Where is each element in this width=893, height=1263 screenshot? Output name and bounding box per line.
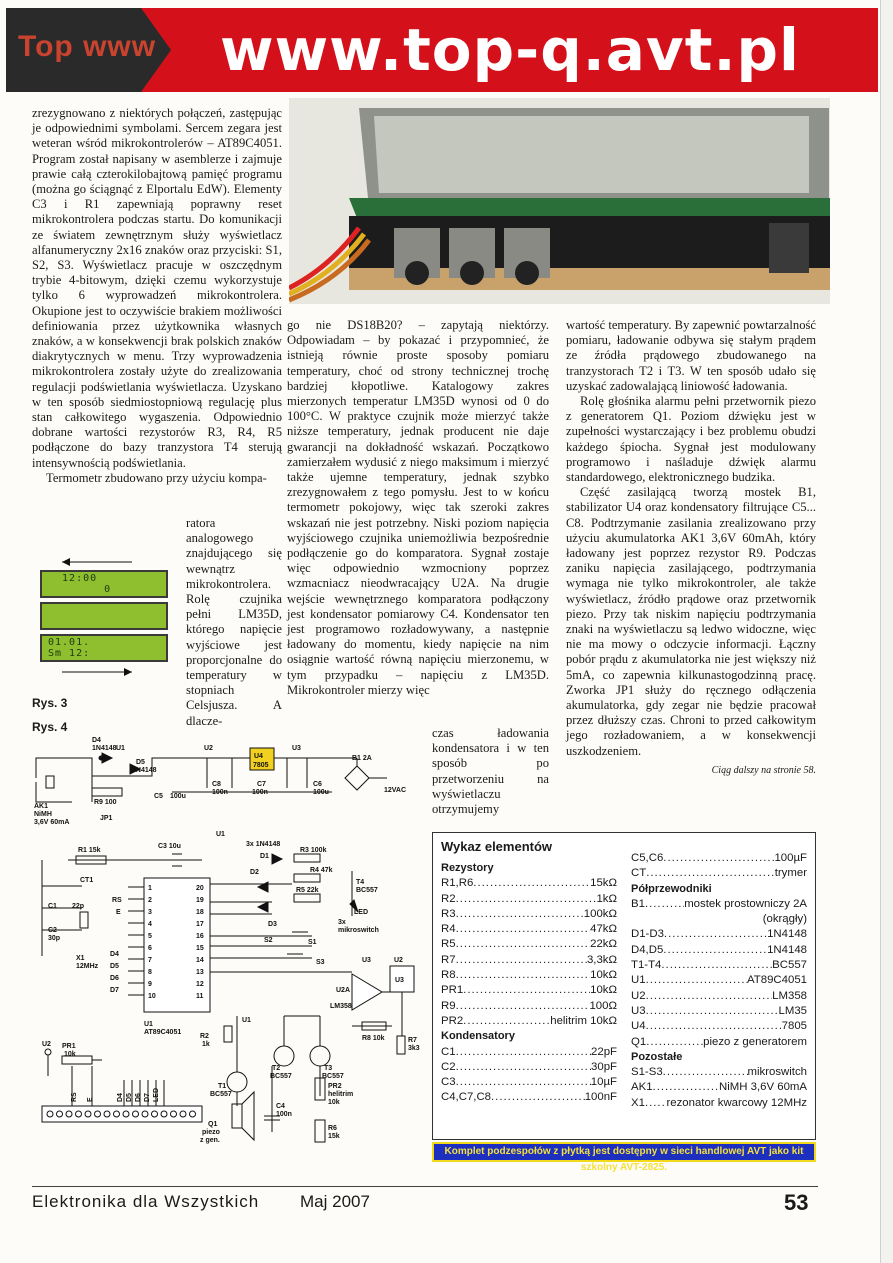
leader-dots <box>663 1065 748 1080</box>
text-column-2-wrap: czas ładowania kondensatora i w ten sposób po przetworzeniu na wyświetlaczu otrzymujemy <box>432 726 549 817</box>
schem-label: 3x <box>338 919 346 926</box>
parts-row <box>441 1014 617 1029</box>
leader-dots <box>456 968 591 983</box>
parts-section-heading: Pozostałe <box>631 1050 683 1063</box>
leader-dots <box>456 937 591 952</box>
schem-label: T2 <box>272 1065 281 1072</box>
schem-label: z gen. <box>200 1137 220 1144</box>
schem-label: R2 <box>200 1033 209 1040</box>
schem-label: U2 <box>204 745 213 752</box>
leader-dots <box>456 1060 591 1075</box>
mcu-pin-number: 2 <box>148 897 152 904</box>
schem-label: AT89C4051 <box>144 1029 182 1036</box>
parts-row <box>631 989 807 1004</box>
schem-label: 30p <box>48 935 61 942</box>
part-name: C4,C7,C8 <box>441 1091 492 1104</box>
figure-3-caption: Rys. 3 <box>32 696 68 710</box>
part-name: CT <box>631 867 647 880</box>
lcd-line: 01.01. <box>48 637 91 648</box>
leader-dots <box>473 876 590 891</box>
part-value: 1N4148 <box>767 943 807 956</box>
device-photo <box>289 98 830 304</box>
part-name: D4,D5 <box>631 943 664 956</box>
parts-section-heading: Półprzewodniki <box>631 882 712 895</box>
lcd-connector-label: D6 <box>135 1093 142 1102</box>
schem-label: U3 <box>292 745 301 752</box>
parts-list <box>432 832 816 1140</box>
part-value: 10kΩ <box>590 984 617 997</box>
paragraph: wartość temperatury. By zapewnić powtarzalność pomiaru, ładowanie odbywa się stałym prądem ze źródła prądowego zbudowanego na tranzystorach T2 i T3. W ten sposób udało się uzyskać zadowalającą liniowość ładowania. <box>566 318 816 393</box>
schem-label: JP1 <box>100 815 113 822</box>
mcu-pin-number: 9 <box>148 981 152 988</box>
schem-label: 15k <box>328 1133 340 1140</box>
mcu-pin-number: 16 <box>196 933 204 940</box>
part-name: T1-T4 <box>631 959 662 972</box>
part-name: R2 <box>441 892 456 905</box>
schem-label: U1 <box>242 1017 251 1024</box>
mcu-pin-number: 17 <box>196 921 204 928</box>
schem-label: C6 <box>313 781 322 788</box>
schem-label: 22p <box>72 903 85 910</box>
part-name: R8 <box>441 969 456 982</box>
schem-label: U2 <box>394 957 403 964</box>
paragraph: Rolę głośnika alarmu pełni przetwornik piezo z generatorem Q1. Poziom dźwięku jest w zupełności wystarczający i bez problemu obudzi każdego śpiocha. Sygnał jest modulowany programowo i naśladuje dźwięk alarmu standardowego, elektronicznego budzika. <box>566 394 816 485</box>
schem-label: 3x 1N4148 <box>246 841 281 848</box>
schem-label: mikroswitch <box>338 927 379 934</box>
schem-label: 7805 <box>253 762 269 769</box>
lcd-line: 12:00 <box>48 573 98 584</box>
part-name: R5 <box>441 938 456 951</box>
mcu-pin-number: 12 <box>196 981 204 988</box>
schem-label: 100u <box>170 793 186 800</box>
leader-dots <box>456 999 590 1014</box>
leader-dots <box>646 1004 779 1019</box>
part-value: 7805 <box>781 1020 807 1033</box>
header-banner <box>6 8 878 92</box>
parts-title: Wykaz elementów <box>441 839 553 854</box>
part-value: 15kΩ <box>590 877 617 890</box>
schem-label: C4 <box>276 1103 285 1110</box>
part-name: U4 <box>631 1020 646 1033</box>
schem-label: PR2 <box>328 1083 342 1090</box>
mcu-pin-number: 10 <box>148 993 156 1000</box>
parts-row <box>631 958 807 973</box>
part-value: mikroswitch <box>747 1066 807 1079</box>
schem-label: BC557 <box>322 1073 344 1080</box>
lcd-connector-label: E <box>87 1097 94 1102</box>
part-name: C3 <box>441 1076 456 1089</box>
schem-label: U3 <box>395 977 404 984</box>
part-value: helitrim 10kΩ <box>550 1014 617 1027</box>
parts-row <box>441 1060 617 1075</box>
figure-3 <box>32 556 177 686</box>
leader-dots <box>661 958 772 973</box>
part-value: BC557 <box>772 959 807 972</box>
lcd-line: Sm 12: <box>48 648 91 659</box>
lcd-screen <box>40 570 168 598</box>
part-name: PR1 <box>441 984 464 997</box>
schem-label: C5 <box>154 793 163 800</box>
schem-label: piezo <box>202 1129 220 1136</box>
parts-row <box>441 1090 617 1105</box>
part-value: AT89C4051 <box>747 974 807 987</box>
footer-rule <box>32 1186 818 1187</box>
part-name: D1-D3 <box>631 928 664 941</box>
leader-dots <box>456 1075 591 1090</box>
continued-note: Ciąg dalszy na stronie 58. <box>711 764 816 776</box>
part-name: AK1 <box>631 1081 653 1094</box>
text-column-1-wrap: ratora analogowego znajdującego się wewnątrz mikrokontrolera. Rolę czujnika pełni LM35D, którego napięcie wyjściowe jest proporcjonalne do temperatury w stopniach Celsjusza. A dlacze- <box>186 516 282 728</box>
mcu-pin-number: 14 <box>196 957 204 964</box>
mcu-pin-number: 13 <box>196 969 204 976</box>
schem-label: D5 <box>136 759 145 766</box>
part-name: U1 <box>631 974 646 987</box>
schem-label: C1 <box>48 903 57 910</box>
mcu-pin-number: 6 <box>148 945 152 952</box>
schem-label: CT1 <box>80 877 94 884</box>
schem-label: E <box>116 909 121 916</box>
part-name: X1 <box>631 1096 645 1109</box>
part-value: NiMH 3,6V 60mA <box>719 1081 807 1094</box>
leader-dots <box>463 983 590 998</box>
lcd-connector-label: D7 <box>144 1093 151 1102</box>
lcd-connector-label: LED <box>153 1088 160 1102</box>
lcd-connector-label: D4 <box>117 1093 124 1102</box>
schem-label: AK1 <box>34 803 49 810</box>
schem-label: BC557 <box>356 887 378 894</box>
parts-row <box>631 851 807 866</box>
schem-label: U2 <box>42 1041 51 1048</box>
schem-label: C8 <box>212 781 221 788</box>
schem-label: D4 <box>110 951 119 958</box>
part-name: S1-S3 <box>631 1066 663 1079</box>
part-value: 10µF <box>590 1076 617 1089</box>
schem-label: S2 <box>264 937 273 944</box>
schem-label: R7 <box>408 1037 417 1044</box>
part-name: B1 <box>631 897 645 910</box>
schem-label: D3 <box>268 921 277 928</box>
schem-label: 100n <box>276 1111 292 1118</box>
part-name: C1 <box>441 1045 456 1058</box>
schem-label: 3,6V 60mA <box>34 819 70 826</box>
schem-label: 12VAC <box>384 787 407 794</box>
schem-label: helitrim <box>328 1091 354 1098</box>
mcu-pin-number: 1 <box>148 885 152 892</box>
lcd-connector-label: D5 <box>126 1093 133 1102</box>
schem-label: R1 15k <box>78 847 101 854</box>
text-column-3 <box>566 318 816 778</box>
part-value: 22kΩ <box>590 938 617 951</box>
parts-row <box>441 922 617 937</box>
figure-4-caption: Rys. 4 <box>32 720 68 734</box>
schem-label: U4 <box>254 753 263 760</box>
part-name: R1,R6 <box>441 877 474 890</box>
schem-label: S1 <box>308 939 317 946</box>
part-value: 100kΩ <box>583 907 617 920</box>
paragraph: Termometr zbudowano przy użyciu kompa- <box>46 470 267 485</box>
schem-label: 1N4148 <box>132 767 157 774</box>
text-column-2 <box>287 318 549 698</box>
schem-label: NiMH <box>34 811 52 818</box>
parts-row <box>631 1035 807 1050</box>
schem-label: R5 22k <box>296 887 319 894</box>
lcd-line: 0 <box>48 584 112 595</box>
schem-label: T1 <box>218 1083 227 1090</box>
banner-tab-label: Top www <box>18 30 157 63</box>
part-value: 100µF <box>774 852 807 864</box>
part-name: C5,C6 <box>631 852 664 864</box>
part-name: Q1 <box>631 1035 647 1048</box>
schem-label: 10k <box>328 1099 340 1106</box>
part-name: R4 <box>441 923 456 936</box>
part-name: R7 <box>441 953 456 966</box>
page-edge <box>880 0 893 1263</box>
schem-label: D5 <box>110 963 119 970</box>
mcu-pin-number: 5 <box>148 933 152 940</box>
schem-label: R6 <box>328 1125 337 1132</box>
mcu-pin-number: 19 <box>196 897 204 904</box>
parts-row <box>441 907 617 922</box>
magazine-name: Elektronika dla Wszystkich <box>32 1192 260 1211</box>
part-value: rezonator kwarcowy 12MHz <box>666 1096 807 1109</box>
part-value: 22pF <box>591 1045 617 1058</box>
part-value: 47kΩ <box>590 923 617 936</box>
leader-dots <box>653 1080 719 1095</box>
part-name: U3 <box>631 1004 646 1017</box>
parts-row <box>441 937 617 952</box>
schem-label: 3k3 <box>408 1045 420 1052</box>
schem-label: U3 <box>362 957 371 964</box>
schem-label: C3 10u <box>158 843 181 850</box>
leader-dots <box>456 1045 591 1060</box>
schem-label: 100n <box>212 789 228 796</box>
parts-row <box>441 892 617 907</box>
mcu-pin-number: 7 <box>148 957 152 964</box>
parts-row <box>631 1080 807 1095</box>
schem-label: X1 <box>76 955 85 962</box>
parts-column-left <box>441 861 617 1106</box>
leader-dots <box>663 851 774 866</box>
parts-row <box>441 876 617 891</box>
leader-dots <box>463 1014 550 1029</box>
schem-label: D4 <box>92 737 101 744</box>
schem-label: 100u <box>313 789 329 796</box>
schem-label: 1k <box>202 1041 210 1048</box>
mcu-pin-number: 15 <box>196 945 204 952</box>
lcd-screen <box>40 634 168 662</box>
leader-dots <box>645 1096 667 1111</box>
part-value: trymer <box>774 867 807 880</box>
parts-section-heading: Kondensatory <box>441 1030 515 1043</box>
mcu-pin-number: 3 <box>148 909 152 916</box>
leader-dots <box>491 1090 585 1105</box>
schem-label: D6 <box>110 975 119 982</box>
parts-row <box>631 897 807 912</box>
lcd-screen <box>40 602 168 630</box>
mcu-pin-number: 18 <box>196 909 204 916</box>
schem-label: 1N4148 <box>92 745 117 752</box>
leader-dots <box>646 989 773 1004</box>
mcu-pin-number: 4 <box>148 921 152 928</box>
text-column-1 <box>32 106 282 486</box>
schem-label: R9 100 <box>94 799 117 806</box>
paragraph: zrezygnowano z niektórych połączeń, zastępując je odpowiednimi symbolami. Sercem zegara jest weteran wśród mikrokontrolerów – AT89C4051. Program został napisany w asemblerze i zajmuje prawie całą czterokilobajtową pamięć programu (można go ściągnąć z Elportalu EdW). Elementy C3 i R1 zapewniają poprawny reset mikrokontrolera podczas startu. Do komunikacji ze światem zewnętrznym służy wyświetlacz alfanumeryczny 2x16 znaków oraz przyciski: S1, S2, S3. Wyświetlacz pracuje w oszczędnym trybie 4-bitowym, dzięki czemu wykorzystuje tylko 6 wyprowadzeń mikrokontrolera. Okupione jest to oczywiście brakiem możliwości definiowania przez użytkownika własnych znaków, a w konsekwencji brak polskich znaków diakrytycznych w menu. Trzy wyprowadzenia mikrokontrolera zostały użyte do zrealizowania regulacji podświetlania wyświetlacza. Uzyskano w ten sposób siedmiostopniową regulację plus stan całkowitego wygaszenia. Odpowiednio dobrane wartości rezystorów R3, R4, R5 podłączone do bazy tranzystora T4 sterują intensywnością podświetlania. <box>32 106 282 470</box>
parts-row <box>631 866 807 881</box>
parts-row <box>631 1065 807 1080</box>
part-value: LM358 <box>772 989 807 1002</box>
part-value: 1kΩ <box>596 892 617 905</box>
schem-label: C2 <box>48 927 57 934</box>
schem-label: D7 <box>110 987 119 994</box>
schem-label: LM358 <box>330 1003 352 1010</box>
schem-label: R8 10k <box>362 1035 385 1042</box>
parts-row <box>441 968 617 983</box>
schem-label: B1 2A <box>352 755 372 762</box>
parts-row <box>441 1045 617 1060</box>
leader-dots <box>645 897 684 912</box>
schem-label: T3 <box>324 1065 333 1072</box>
parts-row <box>441 1075 617 1090</box>
part-value: 30pF <box>591 1060 617 1073</box>
parts-section-heading: Rezystory <box>441 862 494 874</box>
mcu-pin-number: 8 <box>148 969 152 976</box>
page-number: 53 <box>784 1190 809 1215</box>
schem-label: 10k <box>64 1051 76 1058</box>
part-name: R3 <box>441 907 456 920</box>
kit-availability-bar[interactable] <box>432 1142 816 1173</box>
parts-row <box>631 943 807 958</box>
part-value: mostek prostowniczy 2A <box>684 897 807 910</box>
parts-row <box>441 999 617 1014</box>
part-value: piezo z generatorem <box>703 1035 807 1048</box>
schem-label: 100n <box>252 789 268 796</box>
schem-label: RS <box>112 897 122 904</box>
part-value: 3,3kΩ <box>586 953 617 966</box>
schem-label: R3 100k <box>300 847 327 854</box>
part-value: 100Ω <box>589 999 617 1012</box>
issue-date: Maj 2007 <box>300 1192 370 1211</box>
schem-label: R4 47k <box>310 867 333 874</box>
parts-row <box>631 1019 807 1034</box>
schem-label: PR1 <box>62 1043 76 1050</box>
schem-label: U1 <box>144 1021 153 1028</box>
part-name: R9 <box>441 999 456 1012</box>
parts-row <box>441 983 617 998</box>
leader-dots <box>663 943 767 958</box>
leader-dots <box>646 973 747 988</box>
schem-label: U1 <box>116 745 125 752</box>
leader-dots <box>456 892 597 907</box>
parts-row <box>631 1096 807 1111</box>
part-value: LM35 <box>778 1004 807 1017</box>
part-name: U2 <box>631 989 646 1002</box>
part-name: C2 <box>441 1060 456 1073</box>
schem-label: U2A <box>336 987 351 994</box>
schematic-figure-4 <box>32 736 437 1146</box>
leader-dots <box>664 927 767 942</box>
schem-label: BC557 <box>210 1091 232 1098</box>
leader-dots <box>646 866 775 881</box>
parts-row <box>631 973 807 988</box>
leader-dots <box>646 1019 782 1034</box>
part-value: 100nF <box>584 1091 617 1104</box>
leader-dots <box>456 922 591 937</box>
paragraph: go nie DS18B20? – zapytają niektórzy. Odpowiadam – by pokazać i przypomnieć, że istnieją równie proste sposoby pomiaru temperatury, choć od strony technicznej trochę bardziej kłopotliwe. Katalogowy zakres mierzonych temperatur LM35D wynosi od 0 do 100°C. W praktyce czujnik może mierzyć także niższe temperatury, jednak producent nie daje gwarancji na dokładność wskazań. Początkowo zamierzałem wydusić z niego maksimum i mierzyć także ujemne temperatury, jednak szybko zrezygnowałem z tego pomysłu. Jest to w końcu termometr pokojowy, więc tak szeroki zakres wskazań nie jest potrzebny. Niski poziom napięcia wyjściowego czujnika uniemożliwia bezpośrednie podłączenie go do komparatora. Sygnał zostaje więc odpowiednio wzmocniony poprzez wzmacniacz nieodwracający U2A. Na drugie wejście wewnętrznego komparatora podłączony jest kondensator pomiarowy C4. Kondensator ten jest programowo rozładowywany, a następnie ładowany do momentu, kiedy napięcie na nim osiągnie wartość równą napięciu mierzonemu, w tym przypadku – napięciu z LM35D. Mikrokontroler mierzy więc <box>287 318 549 697</box>
parts-column-right <box>631 851 807 1111</box>
leader-dots <box>456 907 584 922</box>
schem-label: T4 <box>356 879 365 886</box>
schem-label: 12MHz <box>76 963 99 970</box>
leader-dots <box>646 1035 703 1050</box>
part-value: 1N4148 <box>767 928 807 941</box>
parts-row <box>441 953 617 968</box>
mcu-pin-number: 11 <box>196 993 204 1000</box>
schem-label: U1 <box>216 831 225 838</box>
mcu-pin-number: 20 <box>196 885 204 892</box>
schem-label: D1 <box>260 853 269 860</box>
schem-label: D2 <box>250 869 259 876</box>
lcd-connector-label: RS <box>71 1092 78 1102</box>
parts-row <box>631 1004 807 1019</box>
banner-url[interactable]: www.top-q.avt.pl <box>220 16 800 84</box>
schem-label: S3 <box>316 959 325 966</box>
part-name: PR2 <box>441 1014 464 1027</box>
schem-label: C7 <box>257 781 266 788</box>
schem-label: BC557 <box>270 1073 292 1080</box>
kit-availability-text: Komplet podzespołów z płytką jest dostępny w sieci handlowej AVT jako kit szkolny AVT-2825. <box>444 1146 804 1173</box>
schem-label: LED <box>354 909 368 916</box>
parts-row <box>631 927 807 942</box>
paragraph: Część zasilającą tworzą mostek B1, stabilizator U4 oraz kondensatory filtrujące C5... C8. Podtrzymanie zasilania zrealizowano przy użyciu akumulatorka AK1 3,6V 60mAh, który ładowany jest poprzez rezystor R9. Podczas zaniku napięcia zasilającego, podtrzymania wymaga nie tylko mikrokontroler, ale także wyświetlacz, źródło prądowe oraz przetwornik piezo. Przy tak niskim napięciu podtrzymania znaki na wyświetlaczu są ledwo widoczne, więc nie ma mowy o odczycie informacji. Łączny pobór prądu z akumulatorka nie jest większy niż 5mA, co zapewnia kilkunastogodzinną pracę. Zworka JP1 służy do ręcznego odłączenia akumulatorka, gdy zegar nie będzie pracował przez dłuższy czas. Chroni to przed całkowitym jego rozładowaniem, a w konsekwencji uszkodzeniem. <box>566 485 816 758</box>
leader-dots <box>456 953 587 968</box>
part-value-extra: (okrągły) <box>762 913 807 926</box>
schem-label: Q1 <box>208 1121 218 1128</box>
part-value: 10kΩ <box>590 969 617 982</box>
